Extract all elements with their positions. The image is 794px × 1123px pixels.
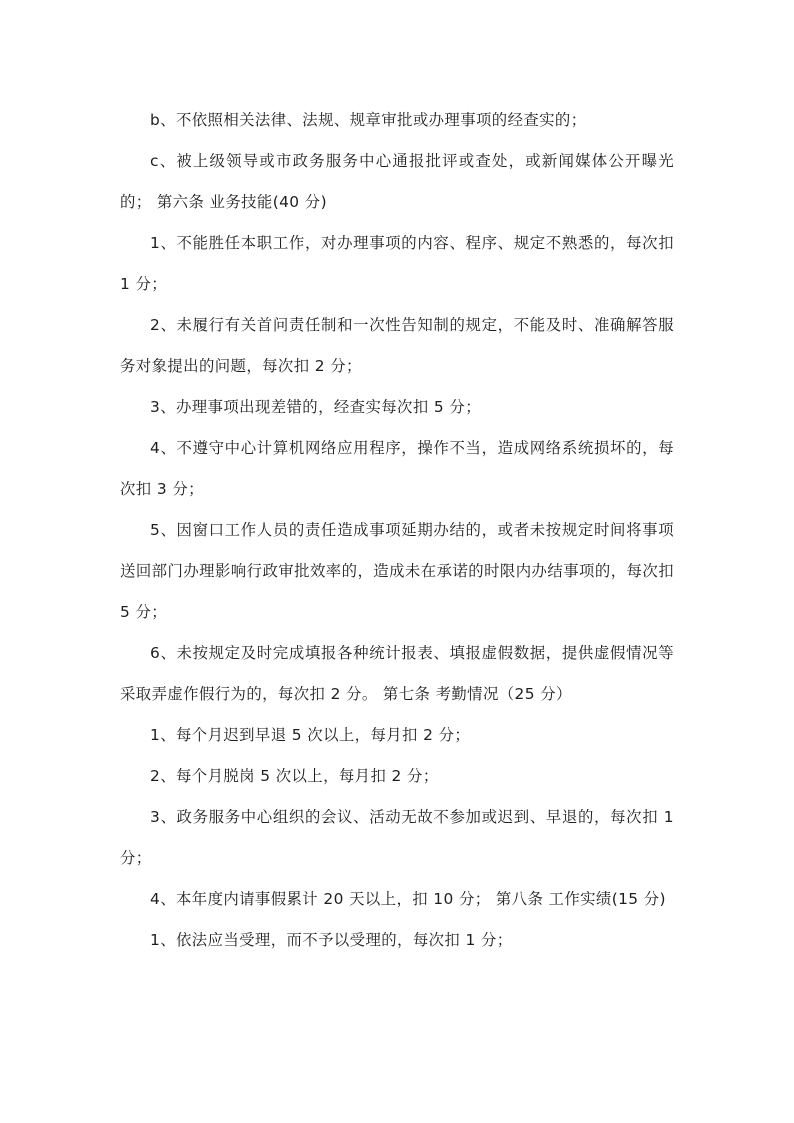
paragraph-skill-1: 1、不能胜任本职工作，对办理事项的内容、程序、规定不熟悉的，每次扣 1 分； (120, 234, 674, 293)
paragraph-performance-1: 1、依法应当受理，而不予以受理的，每次扣 1 分； (150, 931, 513, 949)
paragraph-skill-4: 4、不遵守中心计算机网络应用程序，操作不当，造成网络系统损坏的，每次扣 3 分； (120, 439, 674, 498)
paragraph-attendance-4: 4、本年度内请事假累计 20 天以上，扣 10 分； 第八条 工作实绩(15 分) (150, 890, 666, 908)
document-body (120, 100, 674, 961)
paragraph-attendance-3: 3、政务服务中心组织的会议、活动无故不参加或迟到、早退的，每次扣 1 分； (120, 808, 674, 867)
paragraph-b-clause: b、不依照相关法律、法规、规章审批或办理事项的经查实的； (150, 111, 587, 129)
paragraph-skill-3: 3、办理事项出现差错的，经查实每次扣 5 分； (150, 398, 481, 416)
paragraph-attendance-1: 1、每个月迟到早退 5 次以上，每月扣 2 分； (150, 726, 471, 744)
paragraph-skill-5: 5、因窗口工作人员的责任造成事项延期办结的，或者未按规定时间将事项送回部门办理影响行政审批效率的，造成未在承诺的时限内办结事项的，每次扣 5 分； (120, 521, 674, 621)
paragraph-skill-2: 2、未履行有关首问责任制和一次性告知制的规定，不能及时、准确解答服务对象提出的问题，每次扣 2 分； (120, 316, 674, 375)
paragraph-attendance-2: 2、每个月脱岗 5 次以上，每月扣 2 分； (150, 767, 439, 785)
paragraph-skill-6: 6、未按规定及时完成填报各种统计报表、填报虚假数据，提供虚假情况等采取弄虚作假行为的，每次扣 2 分。 第七条 考勤情况（25 分） (120, 644, 674, 703)
paragraph-c-clause: c、被上级领导或市政务服务中心通报批评或查处，或新闻媒体公开曝光的； 第六条 业务技能(40 分) (120, 152, 674, 211)
